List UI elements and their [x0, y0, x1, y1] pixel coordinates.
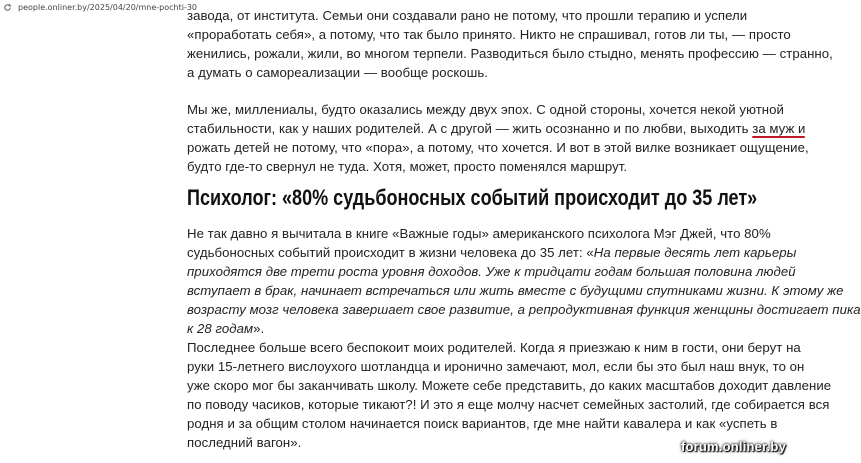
paragraph-line: будто где-то свернул не туда. Хотя, может, просто поменялся маршрут.: [187, 159, 628, 174]
quote-line: возрасту мозг человека завершает свое развитие, а репродуктивная функция женщины достигает пика: [187, 302, 861, 317]
paragraph-line: руки 15-летнего вислоухого шотландца и иронично замечают, мол, если бы это был наш внук, то он: [187, 359, 805, 374]
reload-icon[interactable]: [2, 2, 12, 12]
paragraph-line: Мы же, миллениалы, будто оказались между двух эпох. С одной стороны, хочется некой уютной: [187, 102, 784, 117]
quote-text: На первые десять лет карьеры: [593, 245, 797, 260]
paragraph-line: уже скоро мог бы заканчивать школу. Можете себе представить, до каких масштабов доходит давление: [187, 378, 832, 393]
paragraph-line: по поводу часиков, которые тикают?! И это я еще молчу насчет семейных застолий, где собирается вся: [187, 397, 830, 412]
paragraph-line: [187, 243, 797, 262]
underlined-text: за муж и: [752, 121, 806, 136]
underlined-phrase: [752, 121, 805, 136]
paragraph-line: «проработать себя», а потому, что так было принято. Никто не спрашивал, готов ли ты, — просто: [187, 27, 791, 42]
paragraph-line: Последнее больше всего беспокоит моих родителей. Когда я приезжаю к ним в гости, они берут на: [187, 340, 801, 355]
text-segment: ».: [253, 321, 265, 336]
section-heading: Психолог: «80% судьбоносных событий происходит до 35 лет»: [187, 185, 758, 210]
quote-line: приходятся две трети роста уровня доходов. Уже к тридцати годам большая половина людей: [187, 264, 796, 279]
paragraph-family: [187, 6, 833, 82]
paragraph-line: а думать о самореализации — вообще роскошь.: [187, 65, 488, 80]
paragraph-line: [187, 319, 747, 338]
paragraph-line: рожать детей не потому, что «пора», а потому, что хочется. И вот в этой вилке возникает ощущение,: [187, 140, 809, 155]
quote-text: к 28 годам: [187, 321, 254, 336]
paragraph-line: завода, от института. Семьи они создавали рано не потому, что прошли терапию и успели: [187, 8, 748, 23]
paragraph-parents: [187, 338, 832, 452]
text-segment: стабильности, как у наших родителей. А с другой — жить осознанно и по любви, выходить: [187, 121, 753, 136]
paragraph-line: последний вагон».: [187, 435, 302, 450]
forum-watermark: forum.onliner.by: [680, 439, 786, 454]
paragraph-line: женились, рожали, жили, во многом терпели. Разводиться было стыдно, менять профессию — странно,: [187, 46, 833, 61]
paragraph-line: родня и за общим столом начинается поиск вариантов, где мне найти кавалера и как «успеть в: [187, 416, 778, 431]
red-underline-mark: [752, 136, 805, 138]
paragraph-book-quote: [187, 224, 861, 338]
url-text[interactable]: people.onliner.by/2025/04/20/mne-pochti-30: [18, 2, 198, 12]
paragraph-line: [187, 119, 806, 138]
text-segment: судьбоносных событий происходит в жизни человека до 35 лет: «: [187, 245, 594, 260]
paragraph-millennials: [187, 100, 809, 176]
quote-line: вступает в брак, начинает встречаться или жить вместе с будущими спутниками жизни. К этому же: [187, 283, 844, 298]
paragraph-line: Не так давно я вычитала в книге «Важные годы» американского психолога Мэг Джей, что 80%: [187, 226, 771, 241]
